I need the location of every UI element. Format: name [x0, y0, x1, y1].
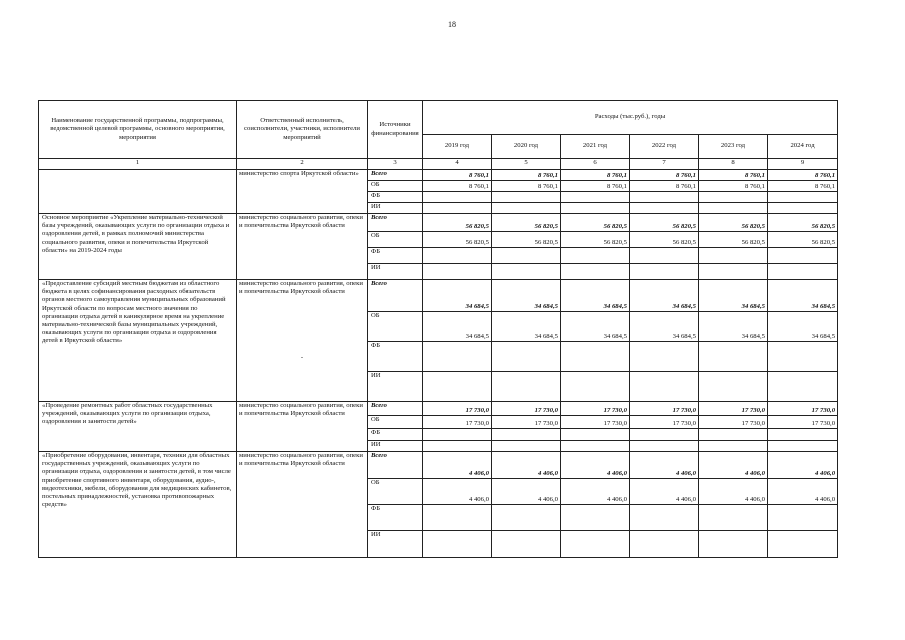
expense-value — [630, 372, 699, 402]
expense-value — [699, 531, 768, 558]
column-number: 2 — [237, 159, 368, 170]
expense-value — [768, 203, 838, 214]
expense-value — [423, 342, 492, 372]
header-year: 2019 год — [423, 135, 492, 159]
expense-value — [423, 203, 492, 214]
expense-value: 56 820,5 — [630, 214, 699, 232]
header-name: Наименование государственной программы, подпрограммы, ведомственной целевой программы, основного мероприятия, мероприятия — [39, 101, 237, 159]
expense-value: 56 820,5 — [561, 232, 630, 248]
expense-value — [630, 429, 699, 441]
expense-value — [561, 429, 630, 441]
executor-cell — [237, 402, 368, 452]
expense-value: 8 760,1 — [768, 181, 838, 192]
expense-value: 8 760,1 — [699, 181, 768, 192]
column-number: 8 — [699, 159, 768, 170]
expense-value — [492, 441, 561, 452]
expense-value: 4 406,0 — [630, 452, 699, 479]
expense-value: 56 820,5 — [630, 232, 699, 248]
expense-value — [768, 248, 838, 264]
expense-value — [423, 248, 492, 264]
expense-value — [630, 248, 699, 264]
expense-value: 56 820,5 — [423, 232, 492, 248]
expense-value: 8 760,1 — [561, 181, 630, 192]
expense-value: 17 730,0 — [423, 402, 492, 416]
executor-cell — [237, 452, 368, 558]
expense-value: 34 684,5 — [768, 280, 838, 312]
expense-value — [492, 372, 561, 402]
header-expenses: Расходы (тыс.руб.), годы — [423, 101, 838, 135]
expense-value — [699, 505, 768, 531]
expense-value — [492, 203, 561, 214]
budget-table — [38, 100, 838, 558]
expense-value: 56 820,5 — [699, 214, 768, 232]
table-row — [39, 280, 838, 312]
table-row — [39, 402, 838, 416]
expense-value: 4 406,0 — [423, 479, 492, 505]
funding-source: ФБ — [368, 505, 423, 531]
expense-value — [492, 342, 561, 372]
executor-name: министерство социального развития, опеки и попечительства Иркутской области — [239, 452, 363, 468]
executor-cell — [237, 170, 368, 214]
header-executor: Ответственный исполнитель, соисполнители, участники, исполнители мероприятий — [237, 101, 368, 159]
expense-value: 56 820,5 — [561, 214, 630, 232]
expense-value — [699, 441, 768, 452]
expense-value: 56 820,5 — [768, 214, 838, 232]
funding-source: Всего — [368, 402, 423, 416]
expense-value: 34 684,5 — [630, 312, 699, 342]
executor-cell — [237, 280, 368, 402]
column-number: 4 — [423, 159, 492, 170]
expense-value: 34 684,5 — [699, 312, 768, 342]
column-number: 5 — [492, 159, 561, 170]
expense-value — [492, 505, 561, 531]
column-number: 6 — [561, 159, 630, 170]
expense-value — [768, 441, 838, 452]
expense-value: 34 684,5 — [561, 312, 630, 342]
expense-value — [699, 429, 768, 441]
funding-source: ФБ — [368, 342, 423, 372]
funding-source: ОБ — [368, 232, 423, 248]
expense-value: 34 684,5 — [630, 280, 699, 312]
expense-value: 17 730,0 — [630, 416, 699, 429]
expense-value: 17 730,0 — [561, 416, 630, 429]
expense-value: 17 730,0 — [492, 402, 561, 416]
funding-source: ОБ — [368, 416, 423, 429]
funding-source: Всего — [368, 452, 423, 479]
expense-value: 17 730,0 — [699, 416, 768, 429]
expense-value — [768, 192, 838, 203]
funding-source: ИИ — [368, 531, 423, 558]
expense-value: 56 820,5 — [699, 232, 768, 248]
funding-source: ИИ — [368, 372, 423, 402]
expense-value: 4 406,0 — [423, 452, 492, 479]
funding-source: ФБ — [368, 192, 423, 203]
expense-value: 56 820,5 — [492, 232, 561, 248]
expense-value — [768, 531, 838, 558]
funding-source: ОБ — [368, 479, 423, 505]
expense-value — [423, 429, 492, 441]
column-number: 9 — [768, 159, 838, 170]
expense-value: 56 820,5 — [768, 232, 838, 248]
measure-name: Основное мероприятие «Укрепление материально-технической базы учреждений, оказывающих услуги по организации отдыха и оздоровления детей, в рамках полномочий министерства социального развития, опеки и попечительства Иркутской области» на 2019-2024 годы — [39, 214, 237, 280]
expense-value: 8 760,1 — [630, 170, 699, 181]
expense-value: 17 730,0 — [768, 416, 838, 429]
header-year: 2021 год — [561, 135, 630, 159]
expense-value — [768, 342, 838, 372]
column-number: 3 — [368, 159, 423, 170]
expense-value — [630, 264, 699, 280]
funding-source: ИИ — [368, 203, 423, 214]
expense-value — [561, 372, 630, 402]
header-year: 2020 год — [492, 135, 561, 159]
expense-value — [630, 441, 699, 452]
expense-value: 8 760,1 — [768, 170, 838, 181]
expense-value: 4 406,0 — [492, 452, 561, 479]
expense-value — [699, 192, 768, 203]
expense-value: 56 820,5 — [423, 214, 492, 232]
expense-value: 4 406,0 — [699, 452, 768, 479]
measure-name: «Проведение ремонтных работ областных государственных учреждений, оказывающих услуги по организации отдыха, оздоровления и занятости детей» — [39, 402, 237, 452]
expense-value: 8 760,1 — [423, 170, 492, 181]
funding-source: ОБ — [368, 312, 423, 342]
expense-value — [630, 192, 699, 203]
expense-value: 17 730,0 — [561, 402, 630, 416]
expense-value — [423, 505, 492, 531]
expense-value — [630, 342, 699, 372]
expense-value — [423, 531, 492, 558]
expense-value — [699, 372, 768, 402]
expense-value: 8 760,1 — [699, 170, 768, 181]
expense-value — [699, 248, 768, 264]
header-year: 2022 год — [630, 135, 699, 159]
expense-value — [423, 372, 492, 402]
expense-value: 34 684,5 — [492, 312, 561, 342]
expense-value: 4 406,0 — [492, 479, 561, 505]
funding-source: Всего — [368, 170, 423, 181]
executor-dash: - — [300, 354, 304, 362]
expense-value — [768, 264, 838, 280]
column-number-row — [39, 159, 838, 170]
expense-value — [561, 248, 630, 264]
page-number: 18 — [448, 20, 456, 29]
expense-value: 34 684,5 — [423, 280, 492, 312]
table-row — [39, 452, 838, 479]
funding-source: ФБ — [368, 248, 423, 264]
expense-value: 4 406,0 — [768, 479, 838, 505]
expense-value — [768, 429, 838, 441]
expense-value — [630, 203, 699, 214]
expense-value — [423, 192, 492, 203]
table-row — [39, 170, 838, 181]
expense-value: 34 684,5 — [492, 280, 561, 312]
table-body — [39, 101, 838, 558]
expense-value: 4 406,0 — [561, 452, 630, 479]
funding-source: Всего — [368, 280, 423, 312]
executor-name: министерство социального развития, опеки и попечительства Иркутской области — [239, 214, 363, 230]
funding-source: ИИ — [368, 264, 423, 280]
expense-value — [561, 264, 630, 280]
expense-value: 17 730,0 — [492, 416, 561, 429]
measure-name: «Приобретение оборудования, инвентаря, техники для областных государственных учреждений, оказывающих услуги по организации отдыха, оздоровления и занятости детей, в том числе приобретение спортивного инвентаря, оборудования, аудио-, видеотехники, мебели, оборудования для медицинских кабинетов, постельных принадлежностей, установка противопожарных средств» — [39, 452, 237, 558]
funding-source: ОБ — [368, 181, 423, 192]
executor-name: министерство социального развития, опеки и попечительства Иркутской области — [239, 280, 363, 296]
expense-value — [492, 248, 561, 264]
expense-value — [561, 441, 630, 452]
expense-value: 17 730,0 — [768, 402, 838, 416]
expense-value: 4 406,0 — [630, 479, 699, 505]
header-sources: Источники финансирования — [368, 101, 423, 159]
expense-value: 8 760,1 — [423, 181, 492, 192]
column-number: 7 — [630, 159, 699, 170]
expense-value — [492, 531, 561, 558]
measure-name: «Предоставление субсидий местным бюджетам из областного бюджета в целях софинансирования расходных обязательств органов местного самоуправления муниципальных образований Иркутской области по вопросам местного значения по организации отдыха детей в каникулярное время на укрепление материально-технической базы муниципальных учреждений, оказывающих услуги по организации отдыха и оздоровления детей в Иркутской области» — [39, 280, 237, 402]
expense-value: 8 760,1 — [492, 170, 561, 181]
expense-value: 8 760,1 — [492, 181, 561, 192]
expense-value — [561, 192, 630, 203]
expense-value: 17 730,0 — [699, 402, 768, 416]
expense-value: 34 684,5 — [699, 280, 768, 312]
executor-cell — [237, 214, 368, 280]
expense-value: 4 406,0 — [768, 452, 838, 479]
funding-source: Всего — [368, 214, 423, 232]
expense-value — [492, 264, 561, 280]
expense-value — [768, 505, 838, 531]
expense-value — [699, 342, 768, 372]
funding-source: ИИ — [368, 441, 423, 452]
expense-value — [699, 203, 768, 214]
expense-value: 34 684,5 — [423, 312, 492, 342]
expense-value — [561, 342, 630, 372]
expense-value — [561, 505, 630, 531]
expense-value: 34 684,5 — [561, 280, 630, 312]
expense-value: 17 730,0 — [630, 402, 699, 416]
expense-value: 8 760,1 — [630, 181, 699, 192]
expense-value — [630, 505, 699, 531]
measure-name — [39, 170, 237, 214]
expense-value: 4 406,0 — [561, 479, 630, 505]
header-year: 2024 год — [768, 135, 838, 159]
executor-name: министерство социального развития, опеки и попечительства Иркутской области — [239, 402, 363, 418]
expense-value — [561, 203, 630, 214]
expense-value: 4 406,0 — [699, 479, 768, 505]
funding-source: ФБ — [368, 429, 423, 441]
executor-name: министерство спорта Иркутской области» — [239, 170, 359, 177]
expense-value: 8 760,1 — [561, 170, 630, 181]
expense-value: 56 820,5 — [492, 214, 561, 232]
header-year: 2023 год — [699, 135, 768, 159]
expense-value — [630, 531, 699, 558]
expense-value — [492, 192, 561, 203]
expense-value — [492, 429, 561, 441]
expense-value: 17 730,0 — [423, 416, 492, 429]
expense-value — [423, 264, 492, 280]
expense-value — [423, 441, 492, 452]
expense-value — [768, 372, 838, 402]
header-row-main — [39, 101, 838, 135]
expense-value — [561, 531, 630, 558]
expense-value — [699, 264, 768, 280]
column-number: 1 — [39, 159, 237, 170]
table-row — [39, 214, 838, 232]
expense-value: 34 684,5 — [768, 312, 838, 342]
